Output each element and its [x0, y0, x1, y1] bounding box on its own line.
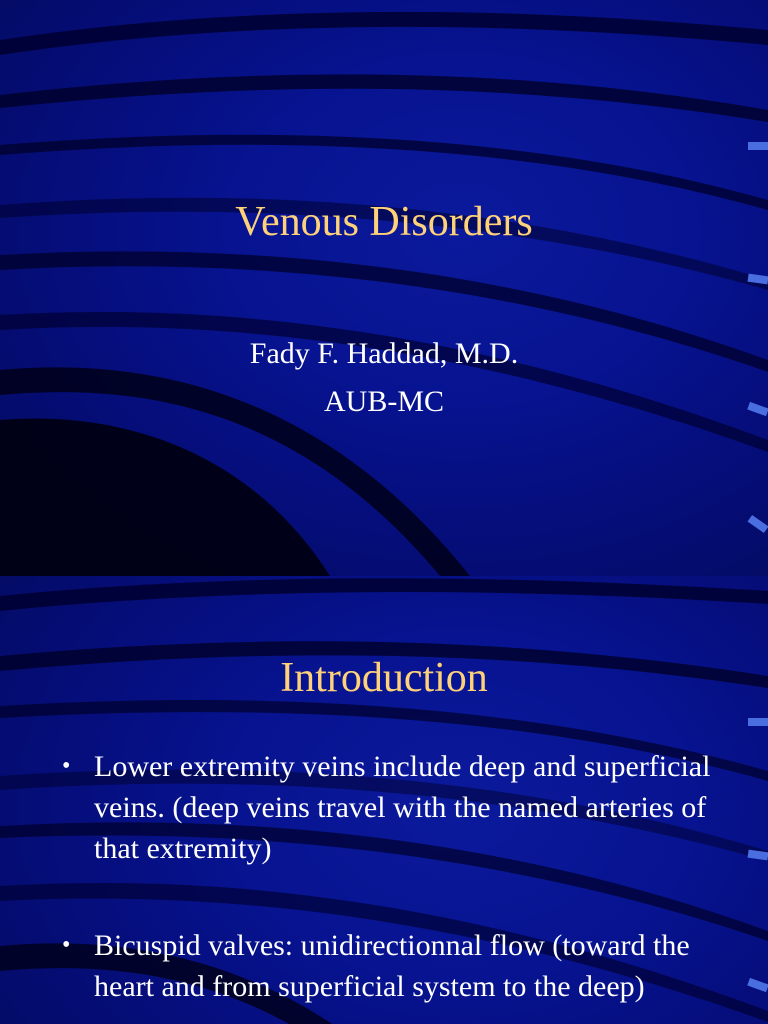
bullet-marker: •	[62, 753, 71, 779]
slide-title-text: Introduction	[280, 655, 488, 701]
bullet-item	[62, 746, 722, 869]
bullet-marker: •	[62, 932, 71, 958]
slide-introduction	[0, 576, 768, 1024]
edge-decoration	[738, 576, 768, 1024]
bullet-text: Lower extremity veins include deep and superficial veins. (deep veins travel with the named arteries of that extremity)	[94, 750, 711, 865]
bullet-text: Bicuspid valves: unidirectionnal flow (toward the heart and from superficial system to the deep)	[94, 929, 690, 1003]
bullet-item	[62, 925, 722, 1007]
presenter-affiliation: AUB-MC	[323, 385, 444, 418]
edge-decoration	[738, 0, 768, 576]
bullet-list	[62, 746, 722, 1024]
presenter-name: Fady F. Haddad, M.D.	[249, 337, 519, 370]
slide-title-text: Venous Disorders	[235, 199, 533, 245]
